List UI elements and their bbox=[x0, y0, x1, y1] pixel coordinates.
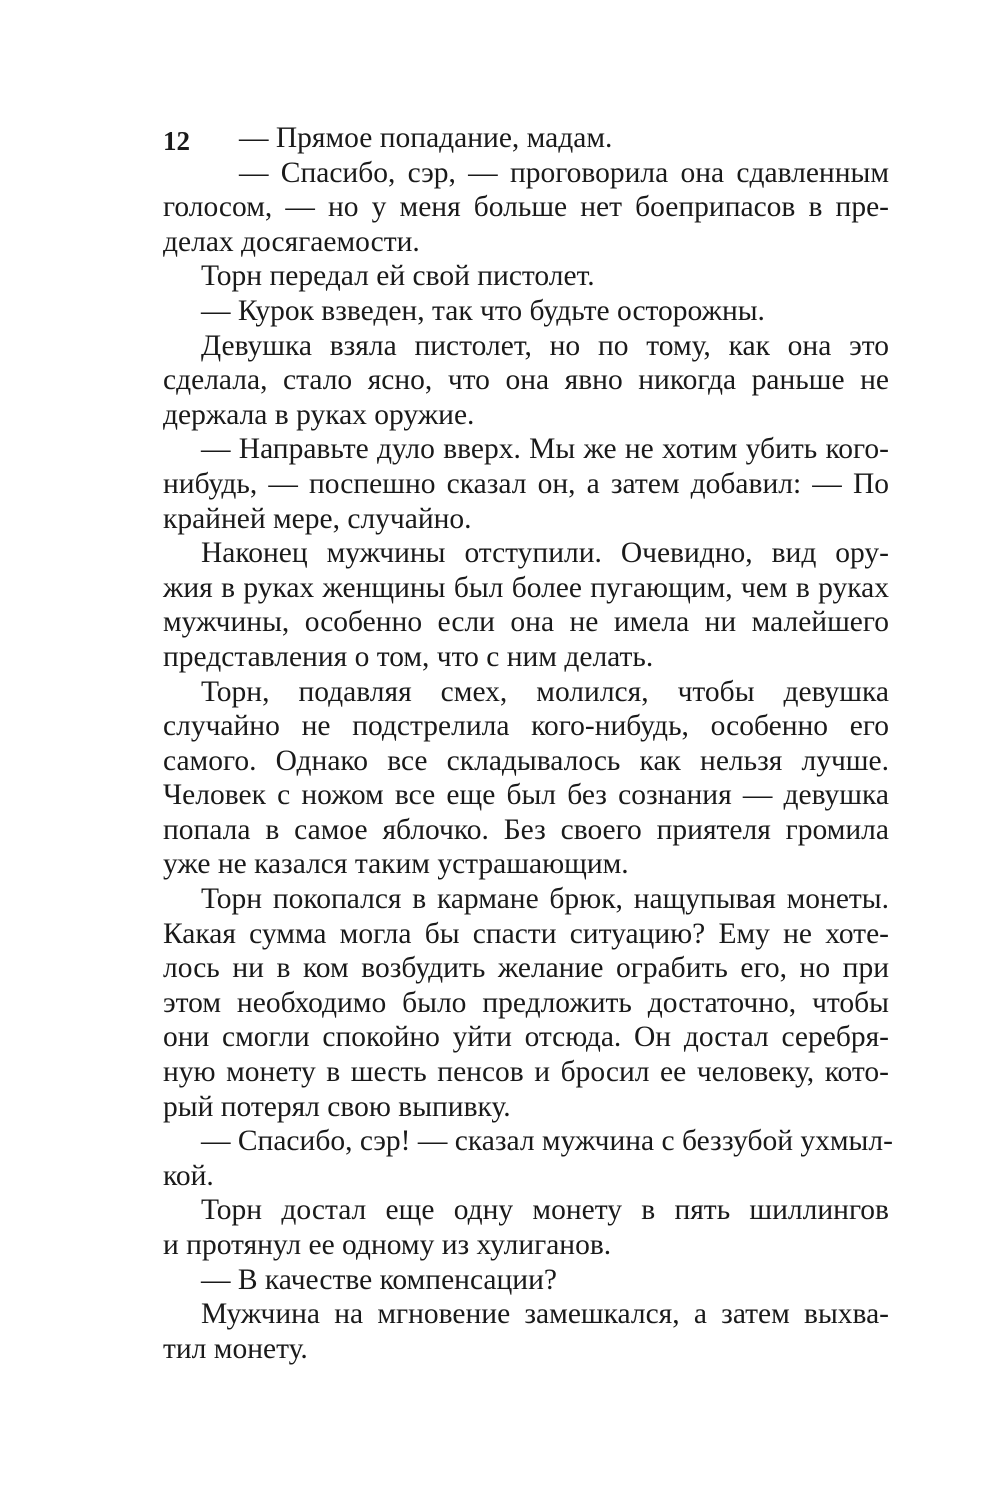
text-line: Мужчина на мгновение замешкался, а затем выхва- bbox=[201, 1298, 889, 1331]
text-line: кой. bbox=[163, 1159, 214, 1192]
text-line: Торн, подавляя смех, молился, чтобы девушка bbox=[201, 675, 889, 708]
text-line: Какая сумма могла бы спасти ситуацию? Ему не хоте- bbox=[163, 917, 889, 950]
text-line: мужчины, особенно если она не имела ни малейшего bbox=[163, 606, 889, 639]
text-line: сделала, стало ясно, что она явно никогда раньше не bbox=[163, 364, 889, 397]
text-line: попала в самое яблочко. Без своего приятеля громила bbox=[163, 813, 889, 846]
text-line: Человек с ножом все еще был без сознания — девушка bbox=[163, 779, 889, 812]
text-line: ную монету в шесть пенсов и бросил ее человеку, кото- bbox=[163, 1056, 889, 1089]
text-line: голосом, — но у меня больше нет боеприпасов в пре- bbox=[163, 191, 889, 224]
text-line: держала в руках оружие. bbox=[163, 398, 475, 431]
text-line: — Спасибо, сэр, — проговорила она сдавленным bbox=[239, 156, 889, 189]
text-line: они смогли спокойно уйти отсюда. Он достал серебря- bbox=[163, 1021, 889, 1054]
text-line: этом необходимо было предложить достаточно, чтобы bbox=[163, 986, 889, 1019]
text-line: тил монету. bbox=[163, 1332, 308, 1365]
text-line: крайней мере, случайно. bbox=[163, 502, 472, 535]
text-line: Торн передал ей свой пистолет. bbox=[201, 260, 595, 293]
text-line: делах досягаемости. bbox=[163, 225, 420, 258]
text-line: нибудь, — поспешно сказал он, а затем добавил: — По bbox=[163, 467, 889, 500]
text-line: Торн достал еще одну монету в пять шиллингов bbox=[201, 1194, 889, 1227]
text-line: Наконец мужчины отступили. Очевидно, вид ору- bbox=[201, 537, 889, 570]
text-line: — Направьте дуло вверх. Мы же не хотим убить кого- bbox=[201, 433, 889, 466]
text-line: — Курок взведен, так что будьте осторожны. bbox=[201, 294, 765, 327]
text-line: — В качестве компенсации? bbox=[201, 1263, 557, 1296]
text-line: и протянул ее одному из хулиганов. bbox=[163, 1229, 612, 1261]
text-line: — Спасибо, сэр! — сказал мужчина с беззубой ухмыл- bbox=[201, 1125, 893, 1158]
text-line: случайно не подстрелила кого-нибудь, особенно его bbox=[163, 710, 889, 743]
body-text bbox=[163, 121, 893, 1366]
text-line: жия в руках женщины был более пугающим, чем в руках bbox=[163, 571, 889, 604]
text-line: представления о том, что с ним делать. bbox=[163, 640, 654, 673]
text-line: самого. Однако все складывалось как нельзя лучше. bbox=[163, 744, 889, 777]
text-line: уже не казался таким устрашающим. bbox=[163, 848, 629, 881]
page-number: 12 bbox=[163, 126, 190, 156]
text-line: рый потерял свою выпивку. bbox=[163, 1090, 511, 1123]
text-line: Девушка взяла пистолет, но по тому, как она это bbox=[201, 329, 889, 362]
text-line: — Прямое попадание, мадам. bbox=[239, 122, 613, 154]
text-line: лось ни в ком возбудить желание ограбить его, но при bbox=[163, 952, 889, 985]
text-line: Торн покопался в кармане брюк, нащупывая монеты. bbox=[201, 883, 889, 916]
